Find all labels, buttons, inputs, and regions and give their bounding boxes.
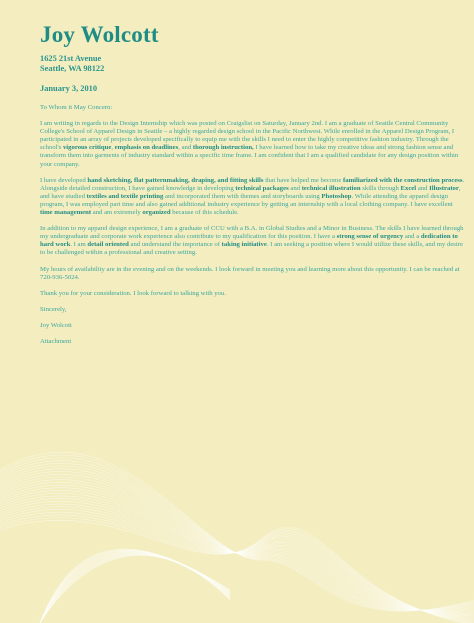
- letter-content: [40, 22, 466, 346]
- paragraph-2: I have developed hand sketching, flat patternmaking, draping, and fitting skills that have helped me become familiarized with the construction process. Alongside detailed construction, I have gained knowledge in developing technical packages and technical illustration skills through Excel and Illustrator, and have studied textiles and textile printing and incorporated them with themes and storyboards using Photoshop. While attending the apparel design program, I was employed part time and also gained additional industry experience by getting an internship with a local clothing company. I have excellent time management and am extremely organized because of this schedule.: [40, 176, 465, 217]
- sender-name: Joy Wolcott: [40, 22, 159, 47]
- closing: Sincerely,: [40, 305, 67, 313]
- salutation: To Whom it May Concern:: [40, 104, 113, 111]
- signature: Joy Wolcott: [40, 321, 72, 329]
- paragraph-3: In addition to my apparel design experience, I am a graduate of CCU with a B.A. in Global Studies and a Minor in Business. The skills I have learned through my undergraduate and corporate work experience also contribute to my qualification for this position. I have a strong sense of urgency and a dedication to hard work. I am detail oriented and understand the importance of taking initiative. I am seeking a position where I would utilize these skills, and my desire to be challenged within a professional and creative setting.: [40, 225, 464, 257]
- paragraph-4: My hours of availability are in the evening and on the weekends. I look forward in meeting you and learning more about this opportunity. I can be reached at 720-936-5024.: [40, 265, 460, 281]
- paragraph-1: I am writing in regards to the Design Internship which was posted on Craigslist on Saturday, January 2nd. I am a graduate of Seattle Central Community College's School of Apparel Design in Seattle – a highly regarded design school in the Pacific Northwest. While enrolled in the Apparel Design Program, I participated in an array of projects developed specifically to equip me with the skills I need to enter the highly competitive fashion industry. Through the school's vigorous critique, emphasis on deadlines, and thorough instruction, I have learned how to take my creative ideas and strong fashion sense and transform them into garments of industry standard within a specific time frame. I am confident that I am a qualified candidate for any design position within your company.: [40, 120, 459, 168]
- letter-date: January 3, 2010: [40, 84, 98, 93]
- paragraph-5: Thank you for your consideration. I look forward to talking with you.: [40, 289, 226, 297]
- enclosure: Attachment: [40, 337, 72, 345]
- address-line-2: Seattle, WA 98122: [40, 64, 105, 73]
- address-line-1: 1625 21st Avenue: [40, 54, 102, 63]
